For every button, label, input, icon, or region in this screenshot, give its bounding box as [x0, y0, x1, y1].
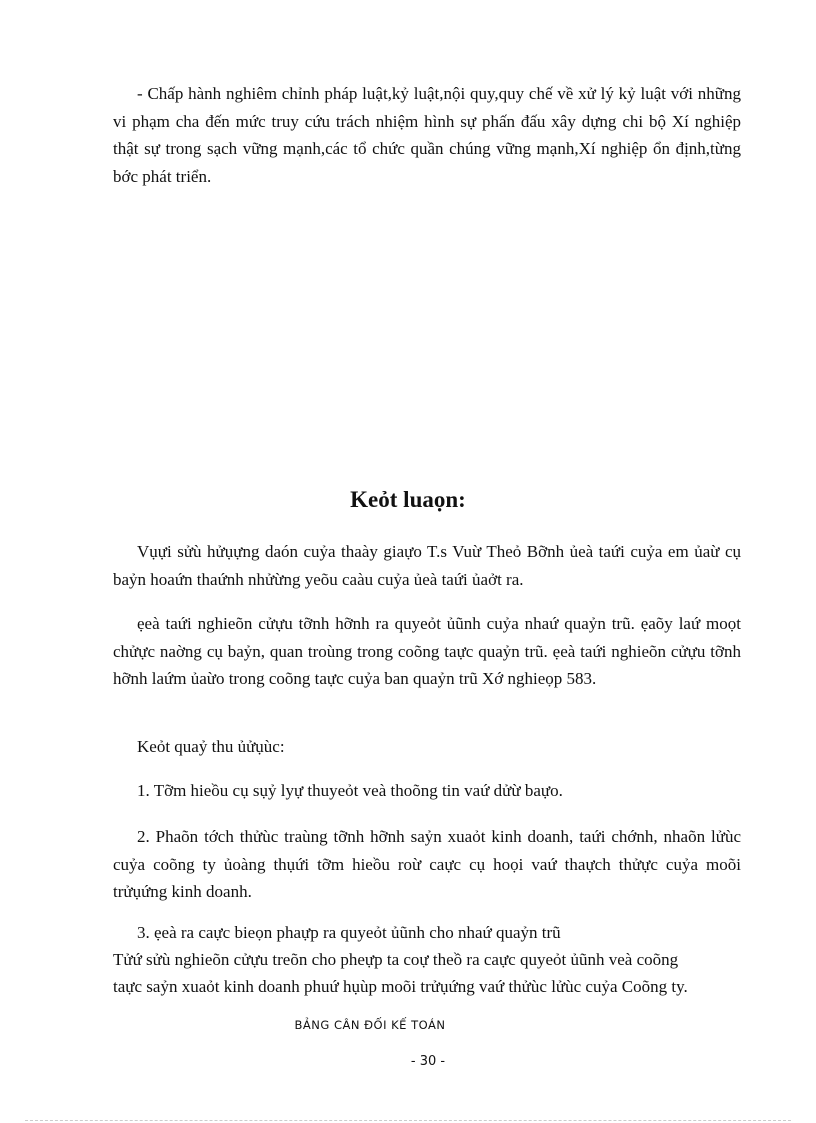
conclusion-line-2: taực saỷn xuaỏt kinh doanh phuứ hụùp moõi trửụứng vaứ thửùc lửùc cuỷa Coõng ty. — [113, 977, 688, 996]
conclusion-line-1: Tửứ sửù nghieõn cửựu treõn cho pheựp ta coự theồ ra caực quyeỏt ủũnh veà coõng — [113, 950, 679, 969]
paragraph-topic: ẹeà taứi nghieõn cửựu tỡnh hỡnh ra quyeỏt ủũnh cuỷa nhaứ quaỷn trũ. ẹaõy laứ moọt chửực naờng cụ baỷn, quan troùng trong coõng taực quaỷn trũ. ẹeà taứi nghieõn cửựu tỡnh hỡnh laứm ủaừo trong coõng taực cuỷa ban quaỷn trũ Xớ nghieọp 583. — [113, 614, 741, 688]
page-number: - 30 - — [410, 1054, 446, 1069]
result-item-3: 3. ẹeà ra caực bieọn phaựp ra quyeỏt ủũnh cho nhaứ quaỷn trũ — [137, 923, 561, 942]
conclusion-heading: Keỏt luaọn: — [350, 487, 466, 512]
table-caption: BẢNG CÂN ĐỐI KẾ TOÁN — [294, 1018, 446, 1032]
paragraph-discipline: - Chấp hành nghiêm chỉnh pháp luật,kỷ luật,nội quy,quy chế về xử lý kỷ luật với những vi phạm cha đến mức truy cứu trách nhiệm hình sự phấn đấu xây dựng chi bộ Xí nghiệp thật sự trong sạch vững mạnh,các tổ chức quần chúng vững mạnh,Xí nghiệp ổn định,từng bớc phát triển. — [113, 84, 741, 186]
paragraph-intro: Vụựi sửù hửụựng daón cuỷa thaày giaựo T.s Vuừ Theỏ Bỡnh ủeà taứi cuỷa em ủaừ cụ baỷn hoaứn thaứnh nhửừng yeõu caàu cuỷa ủeà taứi ủaởt ra. — [113, 542, 741, 589]
result-item-1: 1. Tỡm hieồu cụ sụỷ lyự thuyeỏt veà thoõng tin vaứ dửừ baựo. — [137, 781, 563, 800]
result-item-2: 2. Phaõn tớch thửùc traùng tỡnh hỡnh saỷn xuaỏt kinh doanh, taứi chớnh, nhaõn lửùc cuỷa coõng ty ủoàng thụứi tỡm hieồu roừ caực cụ hoọi vaứ thaựch thửực cuỷa moõi trửụứng kinh doanh. — [113, 827, 741, 901]
results-label: Keỏt quaỷ thu ủửụùc: — [137, 737, 285, 756]
footer-divider — [25, 1120, 791, 1121]
